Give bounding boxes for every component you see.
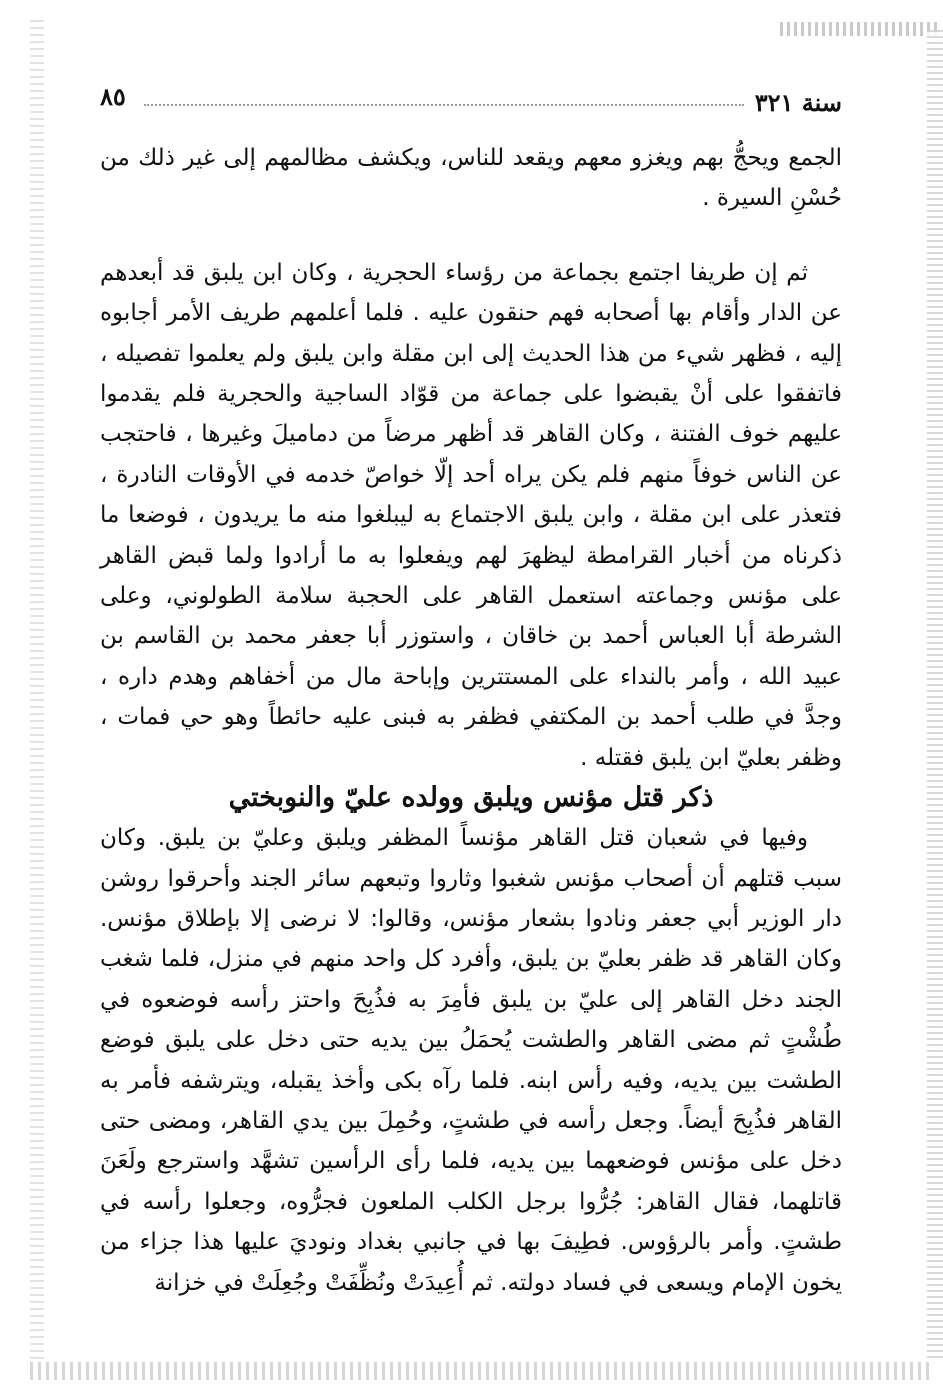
running-header <box>100 82 842 124</box>
paragraph-tarif: ثم إن طريفا اجتمع بجماعة من رؤساء الحجرية ، وكان ابن يلبق قد أبعدهم عن الدار وأقام بها أصحابه فهم حنقون عليه . فلما أعلمهم طريف الأمر أجابوه إليه ، فظهر شيء من هذا الحديث إلى ابن مقلة وابن يلبق ولم يعلموا تفصيله ، فاتفقوا على أنْ يقبضوا على جماعة من قوّاد الساجية والحجرية فلم يقدموا عليهم خوف الفتنة ، وكان القاهر قد أظهر مرضاً من دماميلَ وغيرها ، فاحتجب عن الناس خوفاً منهم فلم يكن يراه أحد إلّا خواصّ خدمه في الأوقات النادرة ، فتعذر على ابن مقلة ، وابن يلبق الاجتماع به ليبلغوا منه ما يريدون ، فوضعا ما ذكرناه من أخبار القرامطة ليظهرَ لهم ويفعلوا به ما أرادوا ولما قبض القاهر على مؤنس وجماعته استعمل القاهر على الحجبة سلامة الطولوني، وعلى الشرطة أبا العباس أحمد بن خاقان ، واستوزر أبا جعفر محمد بن القاسم بن عبيد الله ، وأمر بالنداء على المستترين وإباحة مال من أخفاهم وهدم داره ، وجدَّ في طلب أحمد بن المكتفي فظفر به فبنى عليه حائطاً وهو حي فمات ، وظفر بعليّ ابن يلبق فقتله . <box>100 259 842 771</box>
page-number: ٨٥ <box>100 82 126 111</box>
paragraph-murder: وفيها في شعبان قتل القاهر مؤنساً المظفر ويلبق وعليّ بن يلبق. وكان سبب قتلهم أن أصحاب مؤنس شغبوا وثاروا وتبعهم سائر الجند وأحرقوا روشن دار الوزير أبي جعفر ونادوا بشعار مؤنس، وقالوا: لا نرضى إلا بإطلاق مؤنس. وكان القاهر قد ظفر بعليّ بن يلبق، وأفرد كل واحد منهم في منزل، فلما شغب الجند دخل القاهر إلى عليّ بن يلبق فأمِرَ به فذُبِحَ واحتز رأسه فوضعوه في طُشْتٍ ثم مضى القاهر والطشت يُحمَلُ بين يديه حتى دخل على يلبق فوضع الطشت بين يديه، وفيه رأس ابنه. فلما رآه بكى وأخذ يقبله، ويترشفه فأمر به القاهر فذُبِحَ أيضاً. وجعل رأسه في طشتٍ، وحُمِلَ بين يدي القاهر، ومضى حتى دخل على مؤنس فوضعهما بين يديه، فلما رأى الرأسين تشهَّد واسترجع ولَعَنَ قاتلهما، فقال القاهر: جُرُّوا برجل الكلب الملعون فجرُّوه، وجعلوا رأسه في طشتٍ. وأمر بالرؤوس. فطِيفَ بها في جانبي بغداد ونوديَ عليها هذا جزاء من يخون الإمام ويسعى في فساد دولته. ثم أُعِيدَتْ ونُظِّفَتْ وجُعِلَتْ في خزانة <box>100 825 842 1296</box>
paragraph-continuation: الجمع ويحجُّ بهم ويغزو معهم ويقعد للناس، ويكشف مظالمهم إلى غير ذلك من حُسْنِ السيرة . <box>100 145 842 212</box>
section-heading: ذكر قتل مؤنس ويلبق وولده عليّ والنوبختي <box>228 782 714 814</box>
header-dotted-rule <box>144 104 744 106</box>
scan-border-bottom <box>30 1362 930 1380</box>
header-year: سنة ٣٢١ <box>754 88 842 117</box>
scan-border-top <box>780 22 940 36</box>
scan-border-left <box>30 20 44 1360</box>
page-body <box>100 138 842 1303</box>
paragraph-gap <box>100 219 842 253</box>
scan-border-right <box>927 30 943 1360</box>
